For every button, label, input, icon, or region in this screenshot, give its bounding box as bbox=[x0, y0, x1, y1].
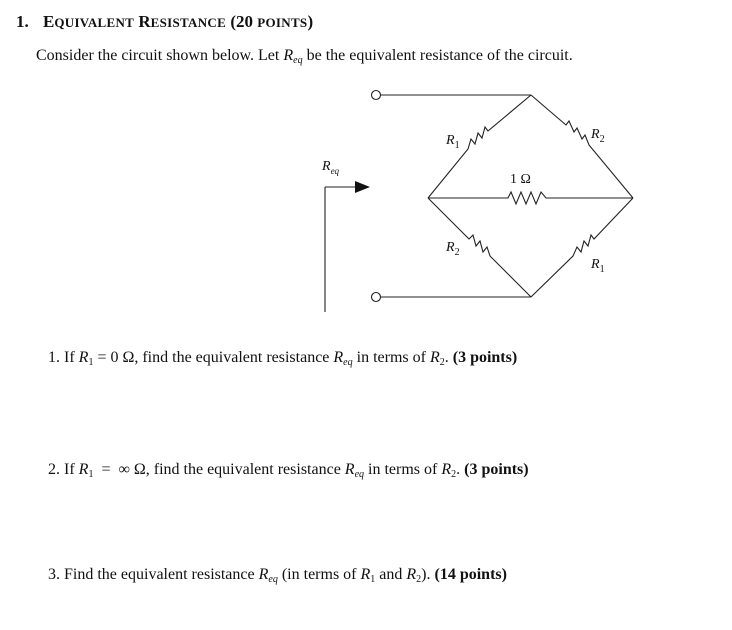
question-text: = ∞ Ω, find the equivalent resistance bbox=[97, 461, 341, 478]
top-left-label: $R_1$ bbox=[446, 133, 460, 151]
bottom-right-resistor bbox=[531, 198, 633, 297]
question-points: (3 points) bbox=[452, 349, 518, 366]
intro-before: Consider the circuit shown below. Let bbox=[36, 47, 280, 64]
middle-resistor bbox=[428, 192, 633, 204]
heading-word-2-rest: ESISTANCE bbox=[150, 15, 227, 30]
r2-symbol: $R_2$ bbox=[429, 349, 445, 368]
question-number: 3. bbox=[48, 566, 60, 583]
question-number: 2. bbox=[48, 461, 60, 478]
question-text: . bbox=[444, 349, 449, 366]
intro-req-symbol: $R_{eq}$ bbox=[283, 47, 303, 66]
r2-symbol: $R_2$ bbox=[441, 461, 457, 480]
heading-points-number: (20 bbox=[230, 12, 253, 31]
bottom-left-label: $R_2$ bbox=[446, 240, 460, 258]
heading-word-1-rest: QUIVALENT bbox=[54, 15, 135, 30]
question-text: = 0 Ω, find the equivalent resistance bbox=[97, 349, 330, 366]
question-3 bbox=[48, 566, 507, 585]
question-2 bbox=[48, 461, 529, 480]
heading-number: 1. bbox=[16, 12, 29, 31]
question-text: and bbox=[379, 566, 403, 583]
intro-after: be the equivalent resistance of the circuit. bbox=[306, 47, 573, 64]
req-symbol: $R_{eq}$ bbox=[333, 349, 353, 368]
r1-symbol: $R_1$ bbox=[78, 349, 94, 368]
bottom-right-label: $R_1$ bbox=[591, 257, 605, 275]
middle-label: 1 Ω bbox=[510, 172, 531, 187]
heading-word-1-initial: E bbox=[43, 12, 55, 31]
r1-symbol: $R_1$ bbox=[78, 461, 94, 480]
question-text: . bbox=[456, 461, 461, 478]
question-text: If bbox=[64, 461, 75, 478]
question-1 bbox=[48, 349, 517, 368]
heading-close-paren: ) bbox=[307, 12, 314, 31]
question-text: in terms of bbox=[368, 461, 438, 478]
req-arrow-head bbox=[355, 181, 370, 193]
req-symbol: $R_{eq}$ bbox=[344, 461, 365, 480]
question-text: in terms of bbox=[356, 349, 426, 366]
top-terminal bbox=[372, 91, 381, 100]
question-points: (14 points) bbox=[434, 566, 507, 583]
r1-symbol: $R_1$ bbox=[360, 566, 376, 585]
question-text: ). bbox=[421, 566, 431, 583]
heading-points-word: POINTS bbox=[257, 15, 308, 30]
question-text: If bbox=[64, 349, 75, 366]
top-right-resistor bbox=[531, 95, 633, 198]
r2-symbol: $R_2$ bbox=[406, 566, 422, 585]
top-right-label: $R_2$ bbox=[591, 127, 605, 145]
question-text: Find the equivalent resistance bbox=[64, 566, 255, 583]
question-points: (3 points) bbox=[464, 461, 529, 478]
heading-word-2-initial: R bbox=[138, 12, 151, 31]
req-label: $R_{eq}$ bbox=[322, 159, 340, 176]
bottom-terminal bbox=[372, 293, 381, 302]
question-number: 1. bbox=[48, 349, 60, 366]
question-text: (in terms of bbox=[281, 566, 357, 583]
bottom-left-resistor bbox=[428, 198, 531, 297]
req-symbol: $R_{eq}$ bbox=[258, 566, 278, 585]
